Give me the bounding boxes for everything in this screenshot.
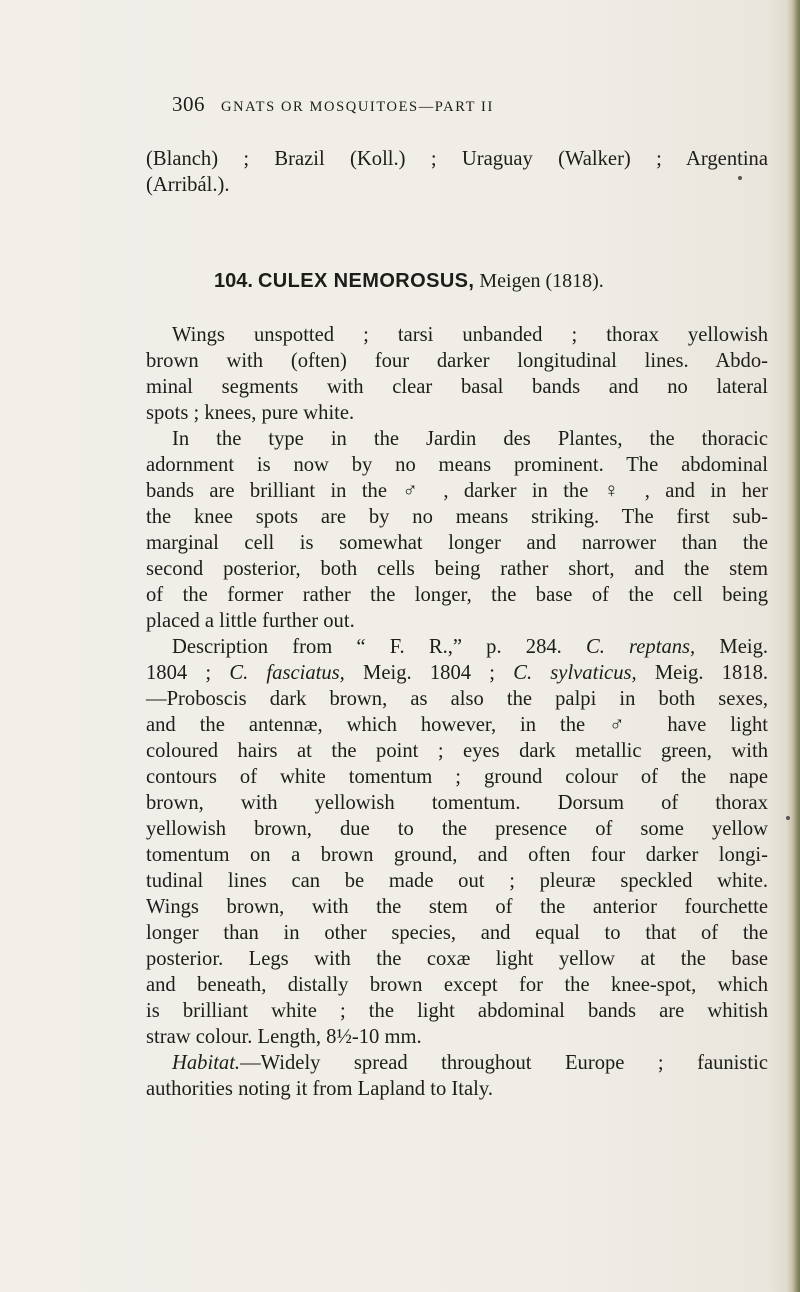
text-line: Wings unspotted ; tarsi unbanded ; thorax yellowish xyxy=(172,324,768,346)
text-line: (Blanch) ; Brazil (Koll.) ; Uraguay (Walker) ; Argentina xyxy=(146,148,768,170)
text-line: is brilliant white ; the light abdominal bands are whitish xyxy=(146,1000,768,1022)
text-line: longer than in other species, and equal to that of the xyxy=(146,922,768,944)
page-number: 306 xyxy=(172,92,205,116)
text-line: brown, with yellowish tomentum. Dorsum of thorax xyxy=(146,792,768,814)
synonym-name: C. sylvaticus, xyxy=(513,662,637,684)
text-line: In the type in the Jardin des Plantes, the thoracic xyxy=(172,428,768,450)
text-segment: Description from “ F. R.,” p. 284. xyxy=(172,636,562,658)
synonym-name: C. fasciatus, xyxy=(229,662,345,684)
synonym-name: C. reptans, xyxy=(586,636,696,658)
species-author: Meigen (1818). xyxy=(479,270,604,292)
habitat-label: Habitat. xyxy=(172,1052,241,1074)
text-line: (Arribál.). xyxy=(146,174,230,196)
paper-speck xyxy=(738,176,742,180)
text-segment: —Widely spread throughout Europe ; faunistic xyxy=(240,1052,768,1074)
species-number: 104. xyxy=(214,270,253,292)
text-line: contours of white tomentum ; ground colour of the nape xyxy=(146,766,768,788)
page-edge xyxy=(786,0,800,1292)
synonym-author: Meig. 1804 ; xyxy=(363,662,495,684)
text-line: straw colour. Length, 8½-10 mm. xyxy=(146,1026,422,1048)
text-line: coloured hairs at the point ; eyes dark metallic green, with xyxy=(146,740,768,762)
text-segment: 1804 ; xyxy=(146,662,212,684)
text-line: second posterior, both cells being rather short, and the stem xyxy=(146,558,768,580)
text-line: and the antennæ, which however, in the ♂ have light xyxy=(146,714,768,736)
running-head xyxy=(172,92,652,116)
text-line: posterior. Legs with the coxæ light yellow at the base xyxy=(146,948,768,970)
text-line: tomentum on a brown ground, and often four darker longi- xyxy=(146,844,768,866)
text-line: of the former rather the longer, the base of the cell being xyxy=(146,584,768,606)
text-line: tudinal lines can be made out ; pleuræ speckled white. xyxy=(146,870,768,892)
text-line: and beneath, distally brown except for the knee-spot, which xyxy=(146,974,768,996)
text-line: marginal cell is somewhat longer and narrower than the xyxy=(146,532,768,554)
text-line: authorities noting it from Lapland to Italy. xyxy=(146,1078,493,1100)
text-line xyxy=(146,660,768,686)
text-line xyxy=(146,1050,768,1076)
text-line: brown with (often) four darker longitudinal lines. Abdo- xyxy=(146,350,768,372)
synonym-author: Meig. 1818. xyxy=(654,662,769,684)
text-line: minal segments with clear basal bands and no lateral xyxy=(146,376,768,398)
text-line: the knee spots are by no means striking. The first sub- xyxy=(146,506,768,528)
running-title: GNATS OR MOSQUITOES—PART II xyxy=(221,99,494,115)
text-line: —Proboscis dark brown, as also the palpi in both sexes, xyxy=(146,688,768,710)
species-description xyxy=(146,322,768,1102)
species-heading xyxy=(214,270,604,293)
text-line xyxy=(146,634,768,660)
text-line: spots ; knees, pure white. xyxy=(146,402,355,424)
text-line: adornment is now by no means prominent. The abdominal xyxy=(146,454,768,476)
text-line: placed a little further out. xyxy=(146,610,355,632)
intro-paragraph xyxy=(146,146,768,198)
synonym-author: Meig. xyxy=(719,636,769,658)
text-line: yellowish brown, due to the presence of some yellow xyxy=(146,818,768,840)
paper-speck xyxy=(786,816,790,820)
text-line: bands are brilliant in the ♂ , darker in the ♀ , and in her xyxy=(146,480,768,502)
text-line: Wings brown, with the stem of the anterior fourchette xyxy=(146,896,768,918)
species-name: CULEX NEMOROSUS, xyxy=(257,270,475,292)
